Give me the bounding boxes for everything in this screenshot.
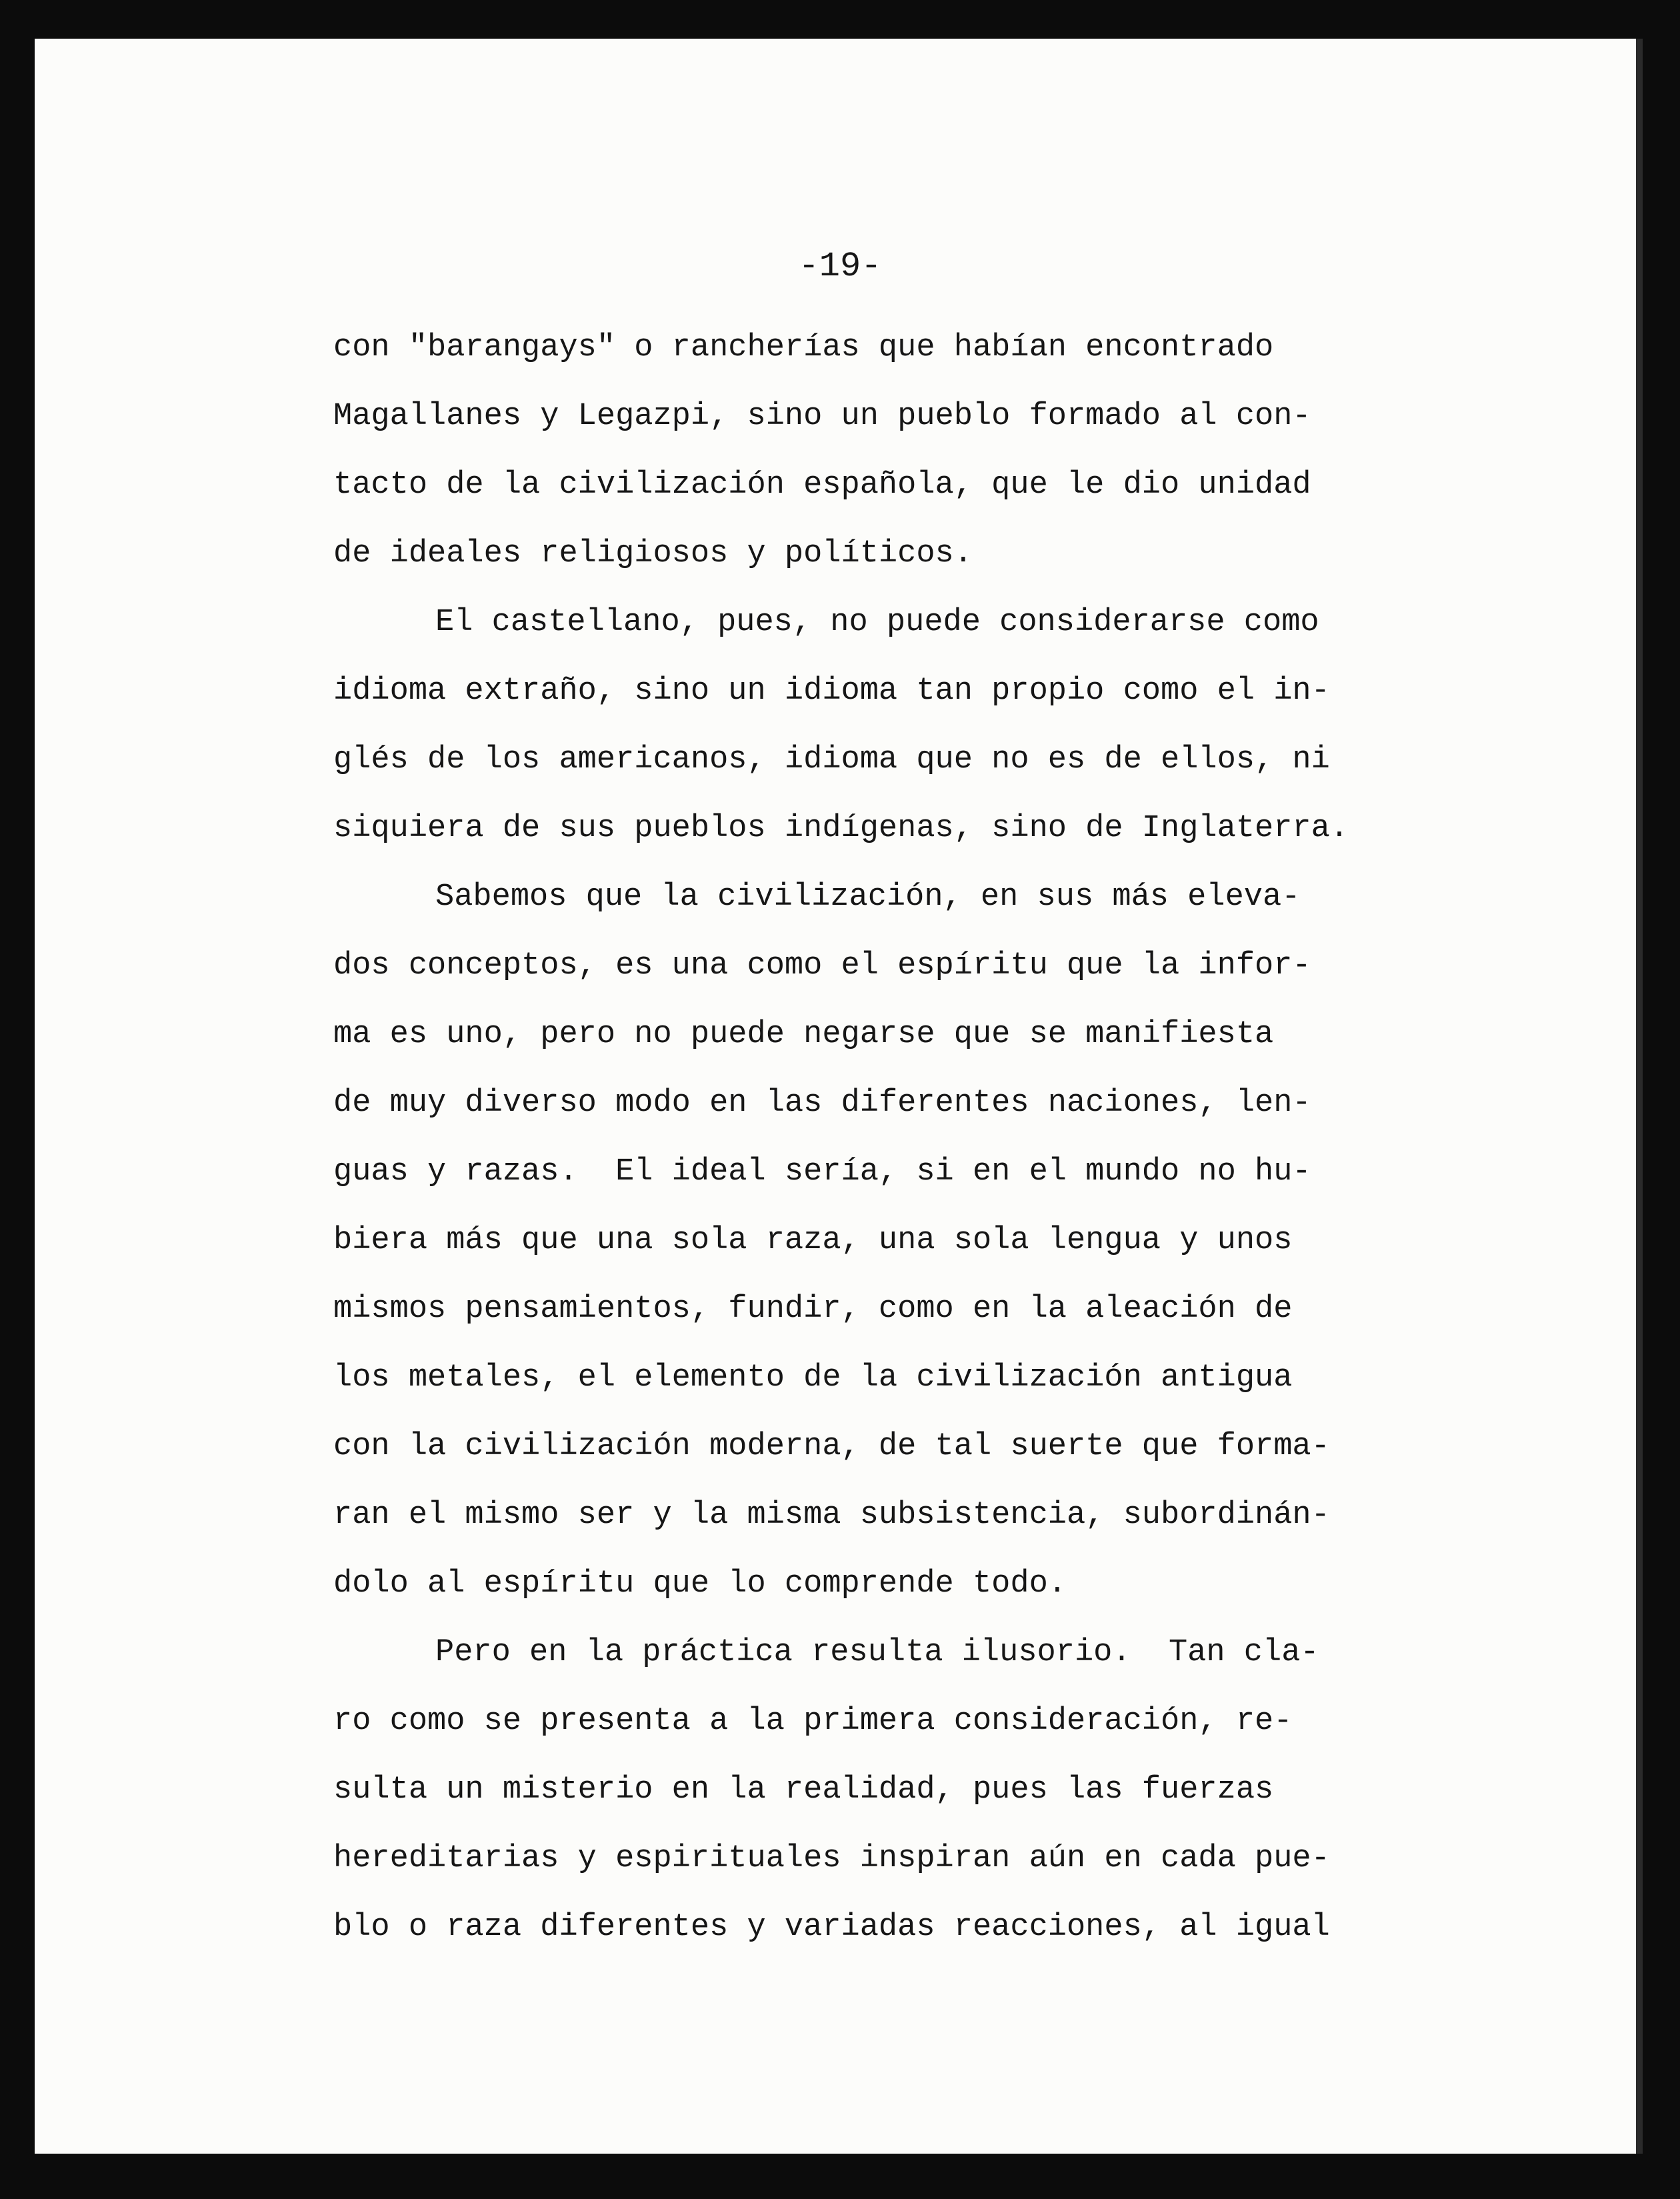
text-line: con la civilización moderna, de tal suerte que forma-: [333, 1429, 1330, 1464]
text-line: biera más que una sola raza, una sola lengua y unos: [333, 1223, 1293, 1258]
text-line: siquiera de sus pueblos indígenas, sino de Inglaterra.: [333, 811, 1349, 846]
text-line: Sabemos que la civilización, en sus más eleva-: [435, 879, 1301, 915]
text-line: los metales, el elemento de la civilización antigua: [333, 1360, 1293, 1396]
text-line: dos conceptos, es una como el espíritu que la infor-: [333, 948, 1311, 983]
text-line: de ideales religiosos y políticos.: [333, 536, 973, 571]
text-line: sulta un misterio en la realidad, pues las fuerzas: [333, 1772, 1274, 1808]
text-line: dolo al espíritu que lo comprende todo.: [333, 1566, 1067, 1602]
text-line: de muy diverso modo en las diferentes naciones, len-: [333, 1085, 1311, 1121]
body-text: [333, 313, 1427, 1962]
text-line: hereditarias y espirituales inspiran aún en cada pue-: [333, 1841, 1330, 1876]
paper-edge: [1636, 39, 1643, 2154]
text-line: Pero en la práctica resulta ilusorio. Tan cla-: [435, 1635, 1319, 1670]
text-line: tacto de la civilización española, que le dio unidad: [333, 467, 1311, 503]
text-line: idioma extraño, sino un idioma tan propio como el in-: [333, 673, 1330, 709]
page-number: -19-: [798, 247, 882, 286]
text-line: blo o raza diferentes y variadas reacciones, al igual: [333, 1910, 1330, 1945]
text-line: ro como se presenta a la primera consideración, re-: [333, 1704, 1293, 1739]
text-line: Magallanes y Legazpi, sino un pueblo formado al con-: [333, 399, 1311, 434]
text-line: ma es uno, pero no puede negarse que se manifiesta: [333, 1017, 1274, 1052]
text-line: con "barangays" o rancherías que habían encontrado: [333, 330, 1274, 365]
text-line: glés de los americanos, idioma que no es de ellos, ni: [333, 742, 1330, 777]
text-line: ran el mismo ser y la misma subsistencia, subordinán-: [333, 1498, 1330, 1533]
text-line: guas y razas. El ideal sería, si en el mundo no hu-: [333, 1154, 1311, 1190]
text-line: El castellano, pues, no puede considerarse como: [435, 605, 1319, 640]
text-line: mismos pensamientos, fundir, como en la aleación de: [333, 1292, 1293, 1327]
